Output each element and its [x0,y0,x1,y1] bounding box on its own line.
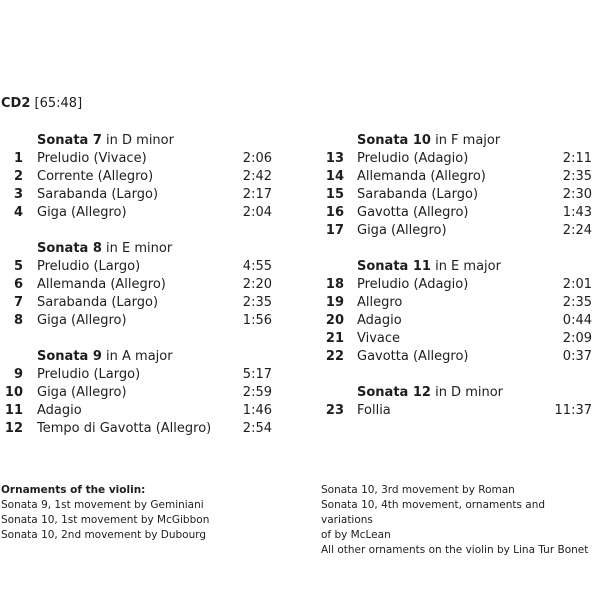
track-duration: 2:04 [242,205,272,220]
sonata-title [320,258,599,276]
track-number: 9 [13,367,23,382]
track-number: 13 [325,151,344,166]
track-title: Allegro [357,295,403,310]
track-number: 18 [325,277,344,292]
track-row [320,186,599,204]
track-row [320,312,599,330]
tracklist-left-column [0,132,285,456]
ornament-note: Sonata 10, 1st movement by McGibbon [1,514,210,526]
track-title: Adagio [357,313,402,328]
track-number: 5 [13,259,23,274]
sonata-block [320,384,599,420]
track-duration: 0:37 [562,349,592,364]
track-title: Adagio [37,403,82,418]
ornament-note: Sonata 10, 3rd movement by Roman [321,484,515,496]
track-duration: 2:30 [562,187,592,202]
track-title: Preludio (Adagio) [357,151,469,166]
track-duration: 2:11 [562,151,592,166]
track-number: 3 [13,187,23,202]
track-number: 17 [325,223,344,238]
track-duration: 1:56 [242,313,272,328]
ornament-note: All other ornaments on the violin by Lina Tur Bonet [321,544,589,556]
track-duration: 2:35 [562,295,592,310]
track-row [0,402,285,420]
track-row [0,258,285,276]
sonata-name: Sonata 10 [357,133,431,148]
disc-header [1,96,82,111]
track-number: 4 [13,205,23,220]
track-row [0,168,285,186]
track-row [320,276,599,294]
ornament-notes-right [321,483,599,558]
track-row [0,150,285,168]
sonata-block [0,240,285,330]
sonata-key: in E minor [106,241,173,256]
track-number: 12 [4,421,23,436]
track-duration: 2:06 [242,151,272,166]
track-duration: 2:35 [242,295,272,310]
track-row [0,276,285,294]
track-title: Sarabanda (Largo) [37,295,159,310]
ornament-notes-heading: Ornaments of the violin: [1,484,146,496]
track-row [320,294,599,312]
sonata-name: Sonata 8 [37,241,102,256]
sonata-name: Sonata 11 [357,259,431,274]
track-duration: 0:44 [562,313,592,328]
sonata-key: in E major [435,259,501,274]
ornament-note: Sonata 10, 2nd movement by Dubourg [1,529,207,541]
track-row [0,312,285,330]
track-title: Tempo di Gavotta (Allegro) [37,421,212,436]
track-duration: 2:59 [242,385,272,400]
sonata-title [320,384,599,402]
track-duration: 1:46 [242,403,272,418]
sonata-key: in D minor [106,133,174,148]
track-row [320,348,599,366]
track-row [320,204,599,222]
track-number: 11 [4,403,23,418]
track-title: Giga (Allegro) [37,205,127,220]
sonata-name: Sonata 7 [37,133,102,148]
ornament-note: Sonata 10, 4th movement, ornaments and variations [321,499,546,526]
track-title: Gavotta (Allegro) [357,205,469,220]
track-duration: 2:20 [242,277,272,292]
track-title: Giga (Allegro) [357,223,447,238]
track-number: 10 [4,385,23,400]
track-title: Allemanda (Allegro) [357,169,486,184]
track-duration: 4:55 [242,259,272,274]
track-number: 7 [13,295,23,310]
track-duration: 2:24 [562,223,592,238]
track-number: 1 [13,151,23,166]
track-row [320,168,599,186]
ornament-note: Sonata 9, 1st movement by Geminiani [1,499,204,511]
disc-duration: [65:48] [34,96,83,111]
sonata-title [0,132,285,150]
track-duration: 11:37 [554,403,592,418]
track-duration: 2:54 [242,421,272,436]
track-title: Vivace [357,331,401,346]
track-number: 15 [325,187,344,202]
sonata-key: in D minor [435,385,504,400]
track-number: 2 [13,169,23,184]
track-row [320,150,599,168]
track-number: 8 [13,313,23,328]
sonata-block [0,348,285,438]
track-number: 21 [325,331,344,346]
track-duration: 2:42 [242,169,272,184]
track-row [0,204,285,222]
track-duration: 2:09 [562,331,592,346]
sonata-title [0,240,285,258]
track-row [0,294,285,312]
ornament-notes-left [1,483,301,543]
track-title: Sarabanda (Largo) [37,187,159,202]
track-duration: 5:17 [242,367,272,382]
track-title: Corrente (Allegro) [37,169,154,184]
track-title: Preludio (Adagio) [357,277,469,292]
track-number: 23 [325,403,344,418]
sonata-key: in A major [106,349,173,364]
track-duration: 1:43 [562,205,592,220]
sonata-block [320,132,599,240]
track-number: 16 [325,205,344,220]
track-title: Follia [357,403,391,418]
sonata-title [0,348,285,366]
sonata-block [0,132,285,222]
track-title: Preludio (Largo) [37,367,141,382]
track-number: 19 [325,295,344,310]
sonata-name: Sonata 12 [357,385,431,400]
disc-label: CD2 [1,96,31,111]
track-number: 14 [325,169,344,184]
track-number: 20 [325,313,344,328]
track-title: Preludio (Largo) [37,259,141,274]
track-title: Giga (Allegro) [37,313,127,328]
sonata-block [320,258,599,366]
track-title: Gavotta (Allegro) [357,349,469,364]
track-row [0,420,285,438]
track-row [0,384,285,402]
ornament-note: of by McLean [321,529,391,541]
track-row [0,366,285,384]
track-number: 6 [13,277,23,292]
track-title: Preludio (Vivace) [37,151,147,166]
track-row [0,186,285,204]
track-duration: 2:01 [562,277,592,292]
sonata-title [320,132,599,150]
track-title: Giga (Allegro) [37,385,127,400]
sonata-key: in F major [435,133,501,148]
track-duration: 2:35 [562,169,592,184]
track-number: 22 [325,349,344,364]
track-row [320,402,599,420]
tracklist-right-column [320,132,599,438]
track-title: Allemanda (Allegro) [37,277,166,292]
track-row [320,222,599,240]
track-row [320,330,599,348]
sonata-name: Sonata 9 [37,349,102,364]
track-duration: 2:17 [242,187,272,202]
track-title: Sarabanda (Largo) [357,187,479,202]
